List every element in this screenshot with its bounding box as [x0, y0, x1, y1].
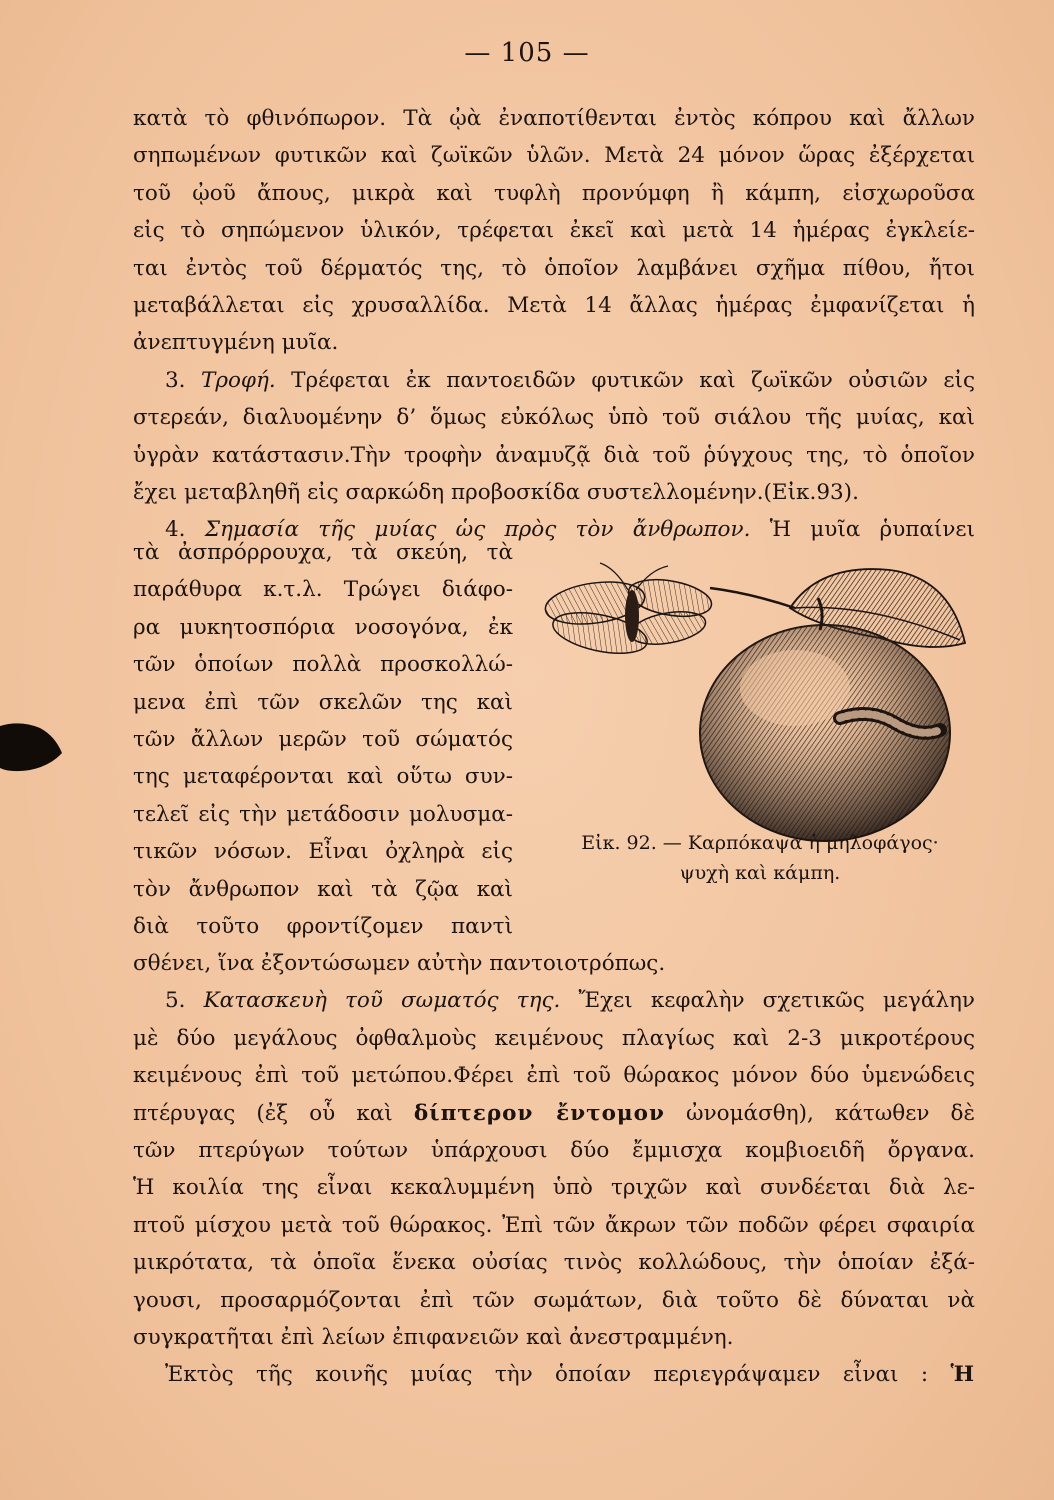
last-line-text: Ἐκτὸς τῆς κοινῆς μυίας τὴν ὁποίαν περιεγράψαμεν εἶναι : — [165, 1362, 929, 1388]
text-line: μεταβάλλεται εἰς χρυσαλλίδα. Μετὰ 14 ἄλλας ἡμέρας ἐμφανίζεται ἡ — [133, 293, 975, 319]
text-line: κειμένους ἐπὶ τοῦ μετώπου.Φέρει ἐπὶ τοῦ θώρακος μόνον δύο ὑμενώδεις — [133, 1063, 975, 1089]
wing-line — [133, 1095, 975, 1132]
section-5-number: 5. — [165, 988, 186, 1014]
section-5-text: Ἔχει κεφαλὴν σχετικῶς μεγάλην — [578, 988, 975, 1014]
caption-line-1: Εἰκ. 92. — Καρπόκαψα ἡ μηλοφάγος· — [581, 832, 939, 854]
text-line: διὰ τοῦτο φροντίζομεν παντὶ — [133, 914, 513, 940]
moth-apple-illustration — [520, 548, 980, 848]
section-3-title: Τροφή. — [200, 367, 276, 393]
text-line: ἀνεπτυγμένη μυῖα. — [133, 330, 339, 356]
figure-moth-apple — [520, 548, 980, 848]
last-line — [133, 1356, 975, 1393]
text-line: μὲ δύο μεγάλους ὀφθαλμοὺς κειμένους πλαγίως καὶ 2-3 μικροτέρους — [133, 1025, 975, 1051]
text-line: ται ἐντὸς τοῦ δέρματός της, τὸ ὁποῖον λαμβάνει σχῆμα πίθου, ἤτοι — [133, 255, 975, 281]
text-line: τὸν ἄνθρωπον καὶ τὰ ζῷα καὶ — [133, 876, 513, 902]
figure-caption — [550, 828, 970, 888]
text-line: μικρότατα, τὰ ὁποῖα ἕνεκα οὐσίας τινὸς κολλώδους, τὴν ὁποίαν ἐξά- — [133, 1250, 975, 1276]
ink-stain — [0, 718, 70, 778]
text-line: ρα μυκητοσπόρια νοσογόνα, ἐκ — [133, 614, 513, 640]
text-line: τελεῖ εἰς τὴν μετάδοσιν μολυσμα- — [133, 801, 513, 827]
last-line-bold: Ἡ — [950, 1362, 975, 1388]
text-line: σηπωμένων φυτικῶν καὶ ζωϊκῶν ὑλῶν. Μετὰ 24 μόνον ὥρας ἐξέρχεται — [133, 143, 975, 169]
text-line: ἔχει μεταβληθῆ εἰς σαρκώδη προβοσκίδα συστελλομένην.(Εἰκ.93). — [133, 480, 859, 506]
text-line: εἰς τὸ σηπώμενον ὑλικόν, τρέφεται ἐκεῖ καὶ μετὰ 14 ἡμέρας ἐγκλείε- — [133, 218, 975, 244]
text-line: τῶν ὁποίων πολλὰ προσκολλώ- — [133, 652, 513, 678]
wing-text-post: ὠνομάσθη), κάτωθεν δὲ — [686, 1100, 975, 1126]
caption-line-2: ψυχὴ καὶ κάμπη. — [679, 862, 841, 884]
text-line: παράθυρα κ.τ.λ. Τρώγει διάφο- — [133, 577, 513, 603]
text-line: γουσι, προσαρμόζονται ἐπὶ τῶν σωμάτων, διὰ τοῦτο δὲ δύναται νὰ — [133, 1287, 975, 1313]
text-line: τῶν πτερύγων τούτων ὑπάρχουσι δύο ἔμμισχα κομβιοειδῆ ὄργανα. — [133, 1138, 975, 1164]
text-line: Ἡ κοιλία της εἶναι κεκαλυμμένη ὑπὸ τριχῶν καὶ συνδέεται διὰ λε- — [133, 1175, 975, 1201]
text-line: στερεάν, διαλυομένην δ’ ὅμως εὐκόλως ὑπὸ τοῦ σιάλου τῆς μυίας, καὶ — [133, 405, 975, 431]
section-4-text: Ἡ μυῖα ῥυπαίνει — [769, 517, 975, 543]
text-line: της μεταφέρονται καὶ οὕτω συν- — [133, 764, 513, 790]
page-number: — 105 — — [464, 38, 590, 68]
text-line: τοῦ ᾠοῦ ἄπους, μικρὰ καὶ τυφλὴ προνύμφη ἢ κάμπη, εἰσχωροῦσα — [133, 180, 975, 206]
section-4-title: Σημασία τῆς μυίας ὡς πρὸς τὸν ἄνθρωπον. — [204, 517, 751, 543]
text-line: τὰ ἀσπρόρρουχα, τὰ σκεύη, τὰ — [133, 540, 513, 565]
text-line: μενα ἐπὶ τῶν σκελῶν της καὶ — [133, 689, 513, 715]
bottom-text-block — [133, 945, 975, 1394]
text-line: σθένει, ἵνα ἐξοντώσωμεν αὐτὴν παντοιοτρόπως. — [133, 951, 666, 976]
text-line: ὑγρὰν κατάστασιν.Τὴν τροφὴν ἀναμυζᾷ διὰ τοῦ ῥύγχους της, τὸ ὁποῖον — [133, 442, 975, 468]
text-line: κατὰ τὸ φθινόπωρον. Τὰ ᾠὰ ἐναποτίθενται ἐντὸς κόπρου καὶ ἄλλων — [133, 106, 975, 131]
diptera-term: δίπτερον ἔντομον — [413, 1100, 665, 1126]
wrap-column — [133, 534, 513, 945]
top-text-block — [133, 100, 975, 549]
section-3-number: 3. — [165, 367, 186, 393]
section-3-heading-line — [133, 362, 975, 399]
wing-text-pre: πτέρυγας (ἐξ οὗ καὶ — [133, 1100, 393, 1126]
section-3-text: Τρέφεται ἐκ παντοειδῶν φυτικῶν καὶ ζωϊκῶν οὐσιῶν εἰς — [291, 367, 975, 393]
moth-icon — [543, 563, 715, 661]
text-line: πτοῦ μίσχου μετὰ τοῦ θώρακος. Ἐπὶ τῶν ἄκρων τῶν ποδῶν φέρει σφαιρία — [133, 1212, 975, 1238]
section-4-number: 4. — [165, 517, 186, 543]
text-line: τικῶν νόσων. Εἶναι ὀχληρὰ εἰς — [133, 839, 513, 865]
text-line: συγκρατῆται ἐπὶ λείων ἐπιφανειῶν καὶ ἀνεστραμμένη. — [133, 1325, 734, 1351]
text-line: τῶν ἄλλων μερῶν τοῦ σώματός — [133, 727, 513, 753]
section-5-heading-line — [133, 982, 975, 1019]
section-5-title: Κατασκευὴ τοῦ σωματός της. — [203, 988, 561, 1014]
